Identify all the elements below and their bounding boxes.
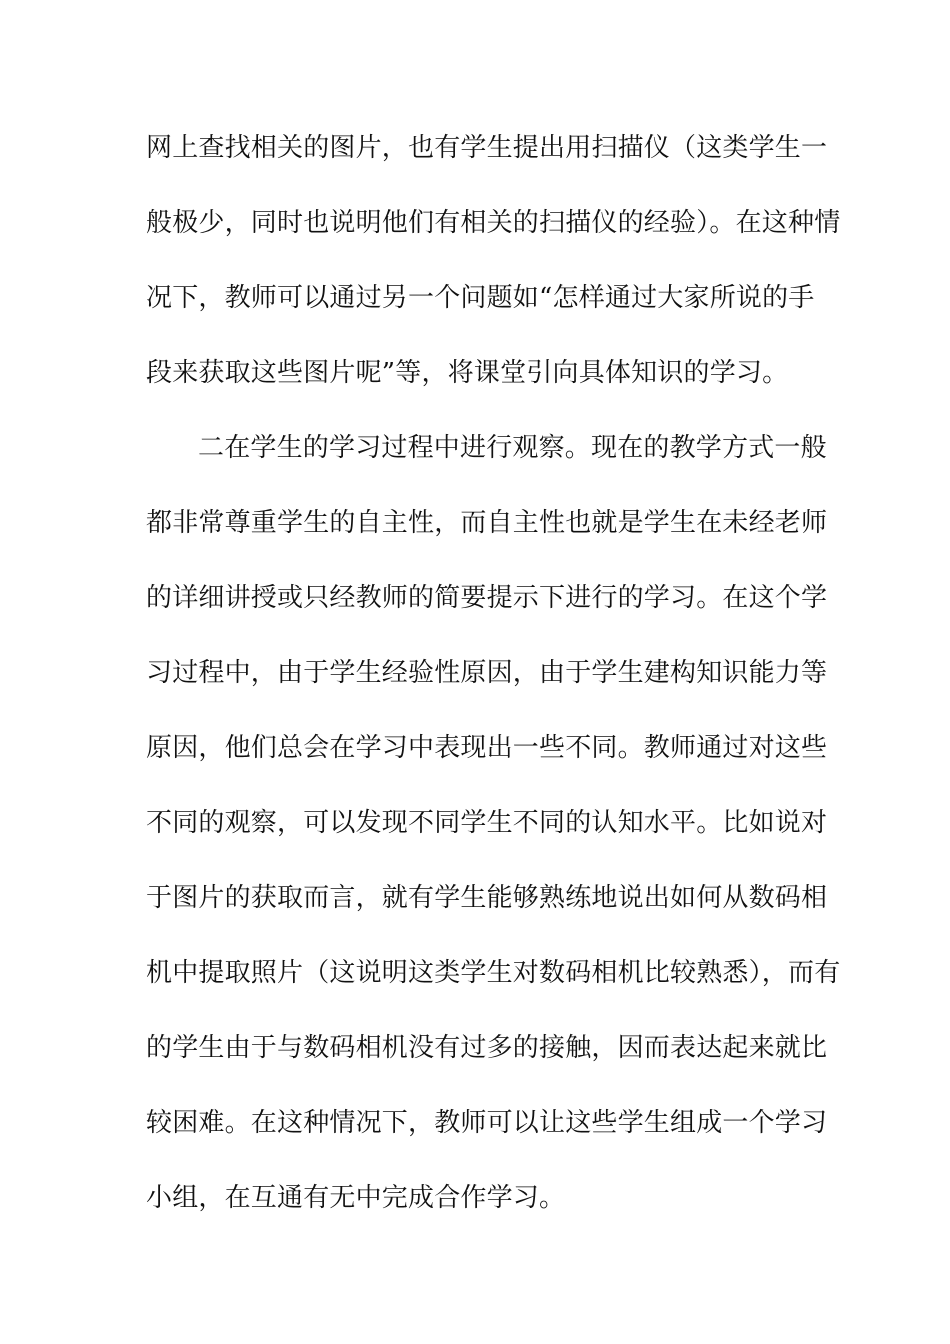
text-line: 较困难。在这种情况下，教师可以让这些学生组成一个学习 — [146, 1108, 828, 1138]
text-line: 般极少，同时也说明他们有相关的扫描仪的经验）。在这种情 — [146, 208, 841, 238]
text-line: 网上查找相关的图片，也有学生提出用扫描仪（这类学生一 — [146, 133, 828, 163]
text-line: 习过程中，由于学生经验性原因，由于学生建构知识能力等 — [146, 658, 828, 688]
text-line: 的学生由于与数码相机没有过多的接触，因而表达起来就比 — [146, 1033, 828, 1063]
text-line: 的详细讲授或只经教师的简要提示下进行的学习。在这个学 — [146, 583, 828, 613]
text-line: 于图片的获取而言，就有学生能够熟练地说出如何从数码相 — [146, 883, 828, 913]
text-line: 不同的观察，可以发现不同学生不同的认知水平。比如说对 — [146, 808, 828, 838]
body-text — [146, 128, 841, 1253]
text-line: 小组，在互通有无中完成合作学习。 — [146, 1183, 566, 1213]
text-line: 段来获取这些图片呢”等，将课堂引向具体知识的学习。 — [146, 358, 789, 388]
text-line: 机中提取照片（这说明这类学生对数码相机比较熟悉），而有 — [146, 958, 841, 988]
paragraph-first-line: 二在学生的学习过程中进行观察。现在的教学方式一般 — [198, 433, 827, 463]
text-line: 况下，教师可以通过另一个问题如“怎样通过大家所说的手 — [146, 283, 815, 313]
text-line: 原因，他们总会在学习中表现出一些不同。教师通过对这些 — [146, 733, 828, 763]
text-line: 都非常尊重学生的自主性，而自主性也就是学生在未经老师 — [146, 508, 828, 538]
